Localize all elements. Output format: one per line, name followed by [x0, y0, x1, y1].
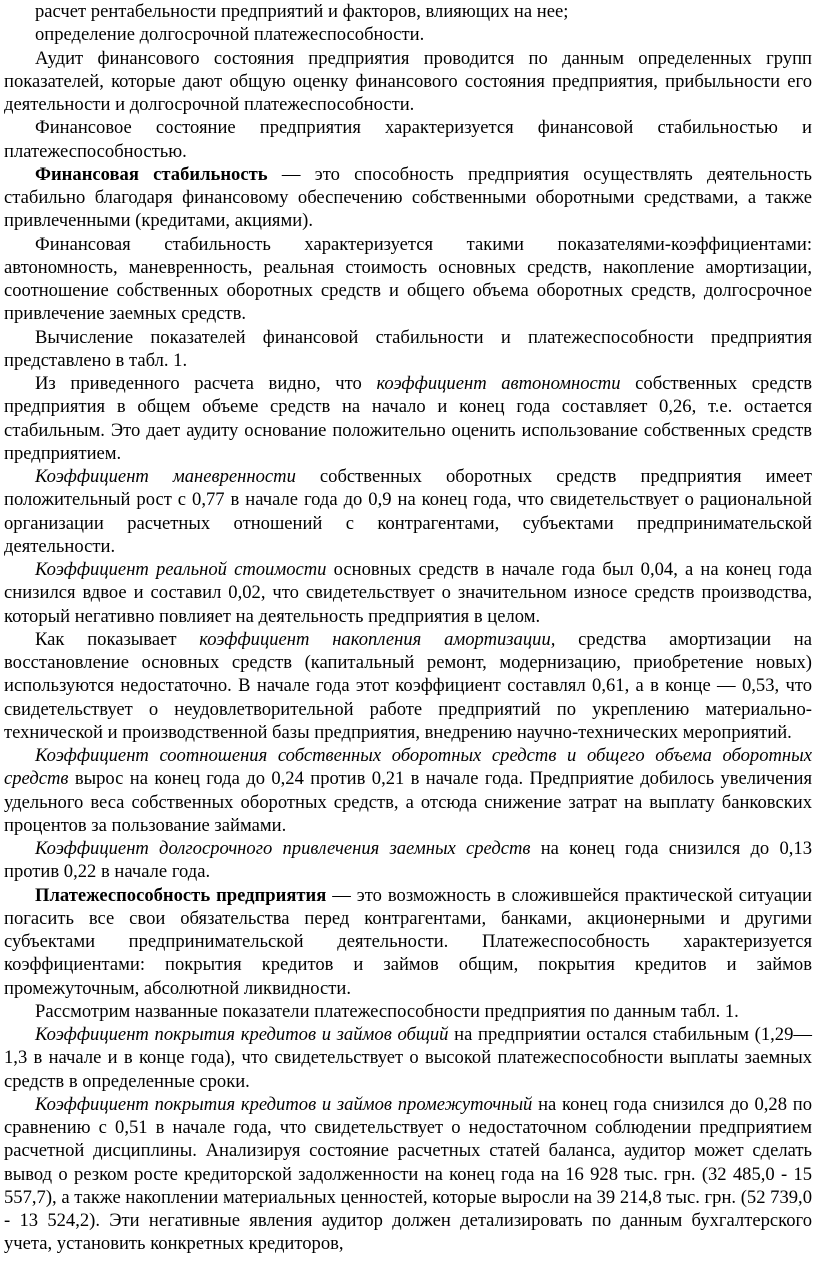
italic-term: Коэффициент долгосрочного привлечения заемных средств: [35, 838, 531, 859]
paragraph: [4, 116, 812, 163]
italic-term: Коэффициент покрытия кредитов и займов общий: [35, 1024, 449, 1045]
text-run: на конец года снизился до 0,28 по сравнению с 0,51 в начале года, что свидетельствует о недостаточном соблюдении предприятием расчетной дисциплины. Анализируя состояние расчетных статей баланса, аудитор может сделать вывод о резком росте кредиторской задолженности на конец года на 16 928 тыс. грн. (32 485,0 - 15 557,7), а также накоплении материальных ценностей, которые выросли на 39 214,8 тыс. грн. (52 739,0 - 13 524,2). Эти негативные явления аудитор должен детализировать по данным бухгалтерского учета, установить конкретных кредиторов,: [4, 1093, 812, 1255]
paragraph: [4, 837, 812, 884]
text-run: собственных оборотных средств предприятия имеет положительный рост с 0,77 в начале года до 0,9 на конец года, что свидетельствует о рациональной организации расчетных отношений с контрагентами, субъектами предпринимательской деятельности.: [4, 466, 812, 557]
text-run: Вычисление показателей финансовой стабильности и платежеспособности предприятия представлено в табл. 1.: [4, 326, 812, 371]
italic-term: Коэффициент покрытия кредитов и займов промежуточный: [35, 1093, 533, 1115]
paragraph: [4, 1000, 812, 1023]
text-run: на предприятии остался стабильным (1,29—1,3 в начале и в конце года), что свидетельствует о высокой платежеспособности выплаты заемных средств в определенные сроки.: [4, 1024, 812, 1092]
text-run: Финансовое состояние предприятия характеризуется финансовой стабильностью и платежеспособностью.: [4, 117, 812, 162]
text-run: Из приведенного расчета видно, что: [35, 373, 377, 394]
italic-term: Коэффициент маневренности: [35, 466, 296, 487]
bold-term: Платежеспособность предприятия: [35, 884, 327, 906]
text-run: Финансовая стабильность характеризуется такими показателями-коэффициентами: автономность, маневренность, реальная стоимость основных средств, накопление амортизации, соотношение собственных оборотных средств и общего объема оборотных средств, долгосрочное привлечение заемных средств.: [4, 233, 812, 325]
text-run: Как показывает: [35, 628, 200, 650]
paragraph: [4, 884, 812, 1000]
text-run: собственных средств предприятия в общем объеме средств на начало и конец года составляет 0,26, т.е. остается стабильным. Это дает аудиту основание положительно оценить использование собственных средств предприятием.: [4, 373, 812, 464]
text-run: основных средств в начале года был 0,04, а на конец года снизился вдвое и составил 0,02, что свидетельствует о значительном износе средств производства, который негативно повлияет на деятельность предприятия в целом.: [4, 559, 812, 627]
bold-term: Финансовая стабильность: [35, 163, 268, 185]
paragraph: [4, 1023, 812, 1093]
paragraph: [4, 372, 812, 465]
text-run: Аудит финансового состояния предприятия проводится по данным определенных групп показателей, которые дают общую оценку финансового состояния предприятия, прибыльности его деятельности и долгосрочной платежеспособности.: [4, 47, 812, 115]
paragraph: [4, 326, 812, 373]
italic-term: Коэффициент реальной стоимости: [35, 559, 327, 580]
paragraph: [4, 23, 812, 46]
text-run: расчет рентабельности предприятий и факторов, влияющих на нее;: [35, 1, 569, 22]
text-run: Рассмотрим названные показатели платежеспособности предприятия по данным табл. 1.: [35, 1000, 739, 1022]
text-run: на конец года снизился до 0,13 против 0,22 в начале года.: [4, 838, 812, 883]
paragraph: [4, 0, 812, 23]
paragraph: [4, 744, 812, 837]
text-run: вырос на конец года до 0,24 против 0,21 в начале года. Предприятие добилось увеличения удельного веса собственных оборотных средств, а отсюда снижение затрат на выплату банковских процентов за пользование займами.: [4, 768, 812, 836]
paragraph: [4, 233, 812, 326]
paragraph: [4, 47, 812, 117]
text-run: средства амортизации на восстановление основных средств (капитальный ремонт, модернизацию, приобретение новых) используются недостаточно. В начале года этот коэффициент составлял 0,61, а в конце — 0,53, что свидетельствует о неудовлетворительной работе предприятий по укреплению материально-технической и производственной базы предприятия, внедрению научно-технических мероприятий.: [4, 628, 812, 743]
italic-term: коэффициент накопления амортизации,: [199, 628, 556, 650]
italic-term: коэффициент автономности: [376, 373, 621, 394]
paragraph: [4, 628, 812, 744]
italic-term: Коэффициент соотношения собственных оборотных средств и общего объема оборотных средств: [4, 745, 812, 790]
text-run: определение долгосрочной платежеспособности.: [35, 24, 425, 46]
paragraph: [4, 465, 812, 558]
paragraph: [4, 1093, 812, 1256]
text-run: — это способность предприятия осуществлять деятельность стабильно благодаря финансовому обеспечению собственными оборотными средствами, а также привлеченными (кредитами, акциями).: [4, 163, 812, 232]
paragraph: [4, 163, 812, 233]
paragraph: [4, 558, 812, 628]
text-run: — это возможность в сложившейся практической ситуации погасить все свои обязательства перед контрагентами, банками, акционерными и другими субъектами предпринимательской деятельности. Платежеспособность характеризуется коэффициентами: покрытия кредитов и займов общим, покрытия кредитов и займов промежуточным, абсолютной ликвидности.: [4, 884, 812, 999]
